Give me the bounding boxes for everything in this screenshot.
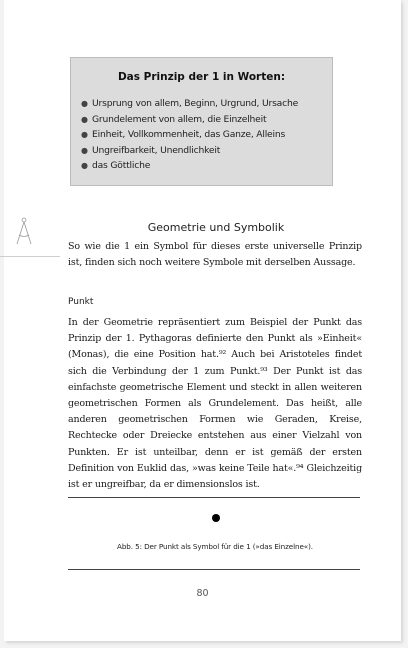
section-heading: Geometrie und Symbolik	[147, 221, 285, 234]
list-item: ● Grundelement von allem, die Einzelheit	[81, 112, 298, 128]
figure-top-rule	[68, 497, 360, 498]
subsection-heading: Punkt	[68, 297, 94, 307]
principle-list	[81, 96, 298, 174]
bullet-dot-icon: ●	[81, 161, 88, 170]
list-item: ● Ungreifbarkeit, Unendlichkeit	[81, 143, 298, 159]
list-item: ● Einheit, Vollkommenheit, das Ganze, Alleins	[81, 127, 298, 143]
principle-box	[70, 57, 333, 186]
page-number: 80	[196, 588, 209, 599]
margin-rule	[0, 256, 60, 257]
bullet-dot-icon: ●	[81, 114, 88, 124]
bullet-dot-icon: ●	[81, 145, 88, 155]
figure-caption: Abb. 5: Der Punkt als Symbol für die 1 (»das Einzelne«).	[117, 542, 313, 551]
list-item: ● das Göttliche	[81, 158, 298, 174]
bullet-dot-icon: ●	[81, 130, 88, 139]
point-figure	[212, 514, 220, 522]
body-paragraph: In der Geometrie repräsentiert zum Beispiel der Punkt das Prinzip der 1. Pythagoras definierte den Punkt als »Einheit« (Monas), die eine Position hat.⁹² Auch bei Aristoteles findet sich die Verbindung der 1 zum Punkt.⁹³ Der Punkt ist das einfachste geometrische Element und steckt in allen weiteren geometrischen Formen als Grundelement. Das heißt, alle anderen geometrischen Formen wie Geraden, Kreise, Rechtecke oder Dreiecke entstehen aus einer Vielzahl von Punkten. Er ist unteilbar, denn er ist gemäß der ersten Definition von Euklid das, »was keine Teile hat«.⁹⁴ Gleichzeitig ist er ungreifbar, da er dimensionslos ist.	[68, 317, 362, 491]
list-item: ● Ursprung von allem, Beginn, Urgrund, Ursache	[81, 96, 298, 112]
compass-icon	[14, 217, 34, 247]
book-page	[4, 0, 401, 641]
bullet-dot-icon: ●	[81, 99, 88, 108]
figure-bottom-rule	[68, 569, 360, 570]
intro-paragraph: So wie die 1 ein Symbol für dieses erste universelle Prinzip ist, finden sich noch weitere Symbole mit derselben Aussage.	[68, 241, 362, 269]
principle-box-title: Das Prinzip der 1 in Worten:	[117, 71, 286, 83]
